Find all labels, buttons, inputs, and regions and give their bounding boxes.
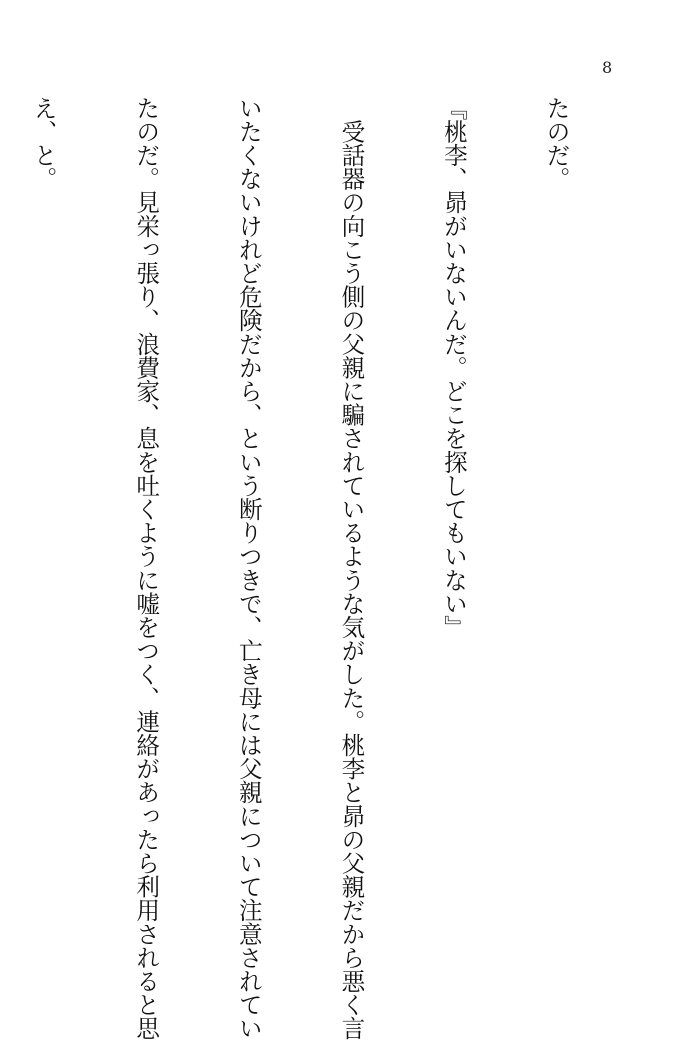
page-number: 8 — [602, 58, 613, 77]
text-line: 受話器の向こう側の父親に騙されているような気がした。桃李と昴の父親だから悪く言 — [337, 96, 366, 1040]
text-line: いたくないけれど危険だから、という断りつきで、亡き母には父親について注意されてい — [234, 96, 263, 1040]
text-line: 『桃李、昴がいないんだ。どこを探してもいない』 — [439, 96, 468, 639]
text-line: たのだ。見栄っ張り、浪費家、息を吐くように嘘をつく、連絡があったら利用されると思 — [132, 96, 161, 1040]
text-line: え、と。 — [29, 96, 58, 191]
text-line: たのだ。 — [542, 96, 571, 191]
vertical-text-body — [0, 96, 642, 1040]
